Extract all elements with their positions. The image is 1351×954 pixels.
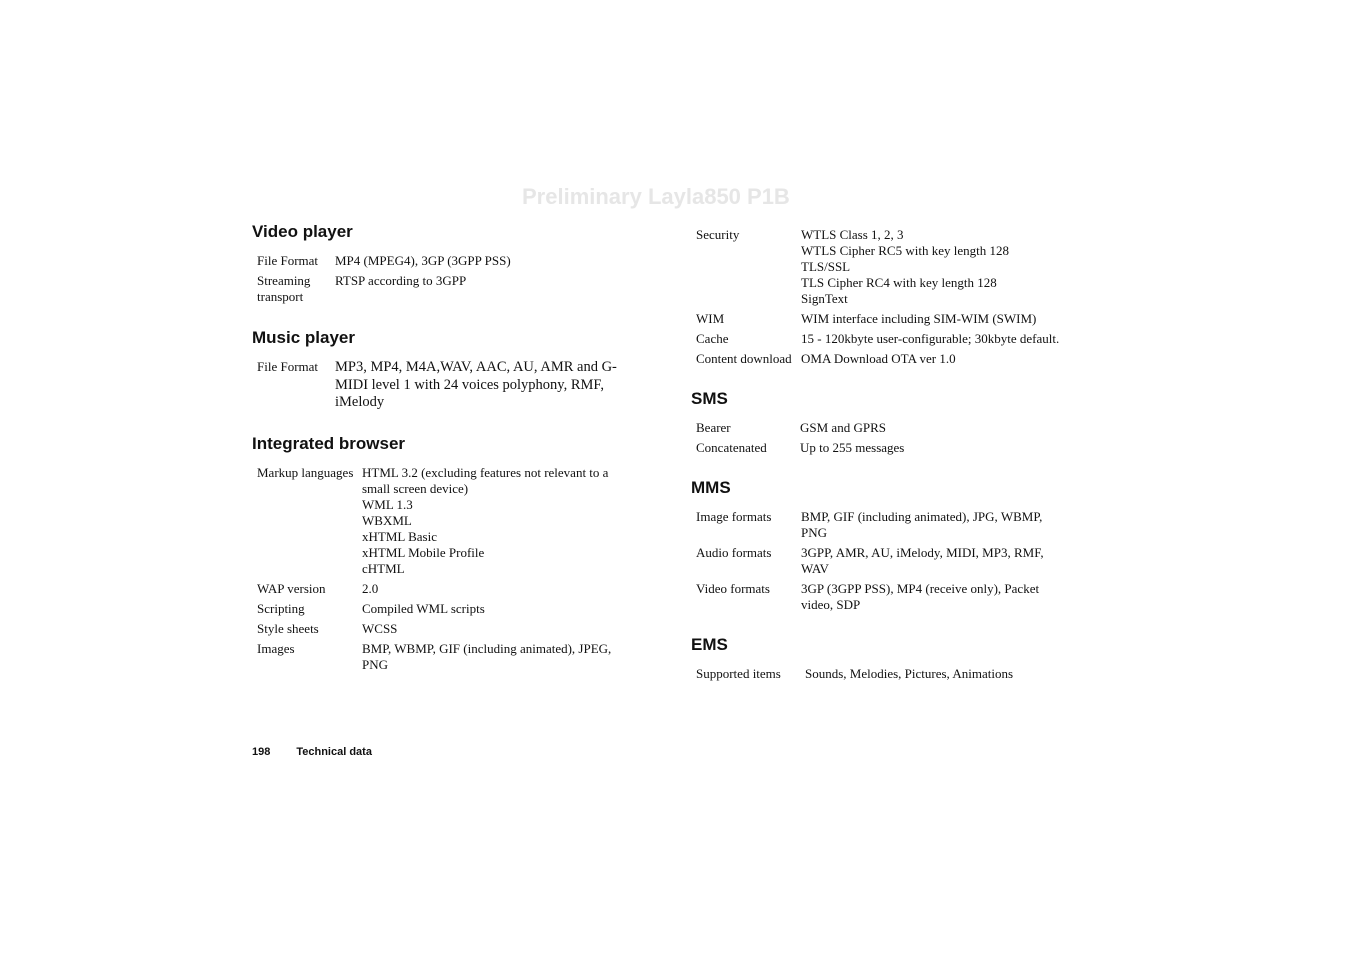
spec-label: Style sheets [257,620,319,636]
spec-value: WIM interface including SIM-WIM (SWIM) [801,311,1037,326]
spec-value: OMA Download OTA ver 1.0 [801,351,956,366]
spec-value: Sounds, Melodies, Pictures, Animations [805,666,1013,681]
section-title: Technical data [296,746,372,758]
spec-row [696,420,1071,436]
spec-row [696,545,1071,577]
spec-row [696,509,1071,541]
sms-heading: SMS [691,389,728,408]
music-player-table [257,359,632,412]
spec-value-line: WTLS Class 1, 2, 3 [801,227,904,242]
spec-row [696,440,1071,456]
spec-label: Content download [696,351,792,366]
left-column [252,221,632,673]
spec-value-line: cHTML [362,560,405,576]
integrated-browser-heading: Integrated browser [252,433,406,453]
spec-row [696,581,1071,613]
spec-row [257,601,632,617]
spec-value: 2.0 [362,580,379,596]
spec-value-line: xHTML Basic [362,528,437,544]
spec-value: GSM and GPRS [800,420,886,435]
spec-value: 3GP (3GPP PSS), MP4 (receive only), Packet video, SDP [801,581,1040,612]
spec-label: File Format [257,359,319,374]
spec-value-line: TLS Cipher RC4 with key length 128 [801,275,997,290]
spec-value: BMP, GIF (including animated), JPG, WBMP, PNG [801,509,1043,540]
spec-row [696,227,1071,307]
spec-row [696,351,1071,367]
spec-label: WIM [696,311,725,326]
spec-row [257,621,632,637]
spec-label: Video formats [696,581,770,596]
right-column [691,221,1071,682]
music-player-heading: Music player [252,328,355,347]
spec-label: File Format [257,253,319,268]
ems-heading: EMS [691,635,728,654]
spec-label: Security [696,227,740,242]
spec-value: 3GPP, AMR, AU, iMelody, MIDI, MP3, RMF, WAV [801,545,1044,576]
spec-value: WCSS [362,620,398,636]
spec-row [696,311,1071,327]
sms-table [696,420,1071,456]
markup-languages-list [362,465,632,577]
spec-label: Audio formats [696,545,772,560]
spec-value: MP3, MP4, M4A,WAV, AAC, AU, AMR and G-MIDI level 1 with 24 voices polyphony, RMF, iMelody [335,359,617,410]
browser-table [257,465,632,673]
mms-table [696,509,1071,613]
ems-table [696,666,1071,682]
spec-value-line: WML 1.3 [362,496,413,512]
browser-continued-table [696,227,1071,367]
spec-row [257,641,632,673]
spec-row [257,253,632,269]
spec-label: Scripting [257,600,305,616]
spec-value: Compiled WML scripts [362,600,485,616]
spec-label: Streaming transport [257,273,311,304]
spec-row [257,581,632,597]
spec-value: Up to 255 messages [800,440,905,455]
spec-row [696,666,1071,682]
spec-value-line: HTML 3.2 (excluding features not relevant to a small screen device) [362,464,609,496]
mms-heading: MMS [691,478,731,497]
video-player-heading: Video player [252,222,353,241]
spec-value: RTSP according to 3GPP [335,273,467,288]
spec-value: BMP, WBMP, GIF (including animated), JPEG, PNG [362,640,612,672]
spec-value: MP4 (MPEG4), 3GP (3GPP PSS) [335,253,511,268]
page-number: 198 [252,746,271,758]
preliminary-watermark: Preliminary Layla850 P1B [522,184,790,209]
spec-label: Cache [696,331,729,346]
video-player-table [257,253,632,305]
spec-row [257,273,632,305]
spec-value-line: TLS/SSL [801,259,851,274]
spec-label: Images [257,640,295,656]
spec-label: Markup languages [257,464,354,480]
spec-value: 15 - 120kbyte user-configurable; 30kbyte default. [801,331,1060,346]
page-footer [252,746,372,758]
spec-value-line: SignText [801,291,848,306]
security-list [801,227,1071,307]
spec-row [257,465,632,577]
spec-label: Bearer [696,420,731,435]
spec-row [257,359,632,412]
spec-label: Concatenated [696,440,767,455]
spec-label: Supported items [696,666,781,681]
spec-value-line: xHTML Mobile Profile [362,544,485,560]
spec-label: WAP version [257,580,326,596]
spec-value-line: WTLS Cipher RC5 with key length 128 [801,243,1009,258]
spec-label: Image formats [696,509,772,524]
spec-row [696,331,1071,347]
spec-value-line: WBXML [362,512,412,528]
